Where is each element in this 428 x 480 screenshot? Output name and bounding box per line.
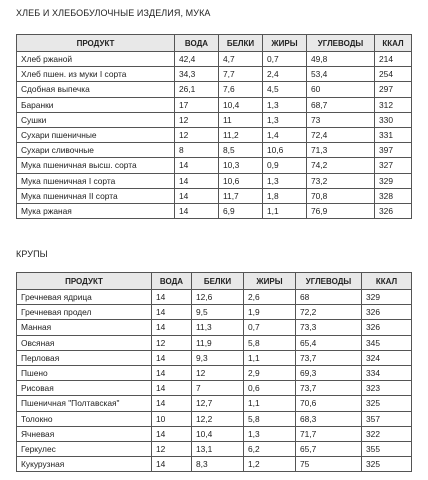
cell-fat: 1,4 xyxy=(263,127,307,142)
table-row xyxy=(17,305,412,320)
cell-fat: 2,9 xyxy=(244,365,296,380)
cell-product: Сухари пшеничные xyxy=(17,127,175,142)
cell-protein: 11 xyxy=(219,112,263,127)
section-cereals-title: КРУПЫ xyxy=(16,249,48,259)
table-row xyxy=(17,82,412,97)
cell-fat: 1,3 xyxy=(244,426,296,441)
cell-water: 12 xyxy=(175,112,219,127)
cell-carbs: 49,8 xyxy=(307,52,375,67)
cell-fat: 1,1 xyxy=(263,203,307,218)
cell-product: Баранки xyxy=(17,97,175,112)
cell-product: Сухари сливочные xyxy=(17,143,175,158)
cell-kcal: 334 xyxy=(362,365,412,380)
cell-carbs: 73,3 xyxy=(296,320,362,335)
cell-carbs: 68 xyxy=(296,290,362,305)
cell-fat: 10,6 xyxy=(263,143,307,158)
column-header-carbs: УГЛЕВОДЫ xyxy=(296,273,362,290)
cell-product: Сдобная выпечка xyxy=(17,82,175,97)
cell-protein: 9,5 xyxy=(192,305,244,320)
table-row xyxy=(17,381,412,396)
cell-kcal: 323 xyxy=(362,381,412,396)
cell-kcal: 345 xyxy=(362,335,412,350)
table-row xyxy=(17,290,412,305)
cell-protein: 12,2 xyxy=(192,411,244,426)
column-header-kcal: ККАЛ xyxy=(375,35,412,52)
column-header-water: ВОДА xyxy=(175,35,219,52)
cell-carbs: 72,4 xyxy=(307,127,375,142)
cell-product: Хлеб пшен. из муки I сорта xyxy=(17,67,175,82)
cell-water: 42,4 xyxy=(175,52,219,67)
cell-product: Пшено xyxy=(17,365,152,380)
section-bread-title: ХЛЕБ И ХЛЕБОБУЛОЧНЫЕ ИЗДЕЛИЯ, МУКА xyxy=(16,8,211,18)
column-header-product: ПРОДУКТ xyxy=(17,273,152,290)
cell-protein: 8,3 xyxy=(192,457,244,472)
cell-carbs: 68,7 xyxy=(307,97,375,112)
cell-kcal: 322 xyxy=(362,426,412,441)
cell-water: 14 xyxy=(152,426,192,441)
cell-product: Мука пшеничная II сорта xyxy=(17,188,175,203)
table-body xyxy=(17,52,412,219)
cell-product: Манная xyxy=(17,320,152,335)
cell-water: 14 xyxy=(152,381,192,396)
table-header-row xyxy=(17,273,412,290)
table-row xyxy=(17,203,412,218)
table-row xyxy=(17,457,412,472)
cell-water: 14 xyxy=(152,320,192,335)
table-row xyxy=(17,173,412,188)
cell-fat: 6,2 xyxy=(244,441,296,456)
cell-kcal: 326 xyxy=(362,305,412,320)
cell-protein: 11,3 xyxy=(192,320,244,335)
cell-kcal: 327 xyxy=(375,158,412,173)
table-row xyxy=(17,97,412,112)
cell-product: Гречневая ядрица xyxy=(17,290,152,305)
table-row xyxy=(17,350,412,365)
cell-water: 14 xyxy=(152,457,192,472)
cell-protein: 10,3 xyxy=(219,158,263,173)
cell-protein: 7,7 xyxy=(219,67,263,82)
cell-water: 14 xyxy=(152,290,192,305)
cell-protein: 6,9 xyxy=(219,203,263,218)
cell-water: 14 xyxy=(175,158,219,173)
bread-nutrition-table xyxy=(16,34,412,219)
cell-kcal: 326 xyxy=(375,203,412,218)
table-row xyxy=(17,127,412,142)
cell-water: 34,3 xyxy=(175,67,219,82)
cell-fat: 5,8 xyxy=(244,335,296,350)
cell-carbs: 73,7 xyxy=(296,350,362,365)
cell-water: 12 xyxy=(152,441,192,456)
table-row xyxy=(17,188,412,203)
cell-carbs: 73,7 xyxy=(296,381,362,396)
table-body xyxy=(17,290,412,472)
cell-kcal: 330 xyxy=(375,112,412,127)
cell-water: 8 xyxy=(175,143,219,158)
table-row xyxy=(17,441,412,456)
column-header-product: ПРОДУКТ xyxy=(17,35,175,52)
table-header-row xyxy=(17,35,412,52)
cell-carbs: 73,2 xyxy=(307,173,375,188)
cell-protein: 13,1 xyxy=(192,441,244,456)
cell-kcal: 254 xyxy=(375,67,412,82)
cell-product: Гречневая продел xyxy=(17,305,152,320)
cell-water: 14 xyxy=(175,188,219,203)
cell-water: 14 xyxy=(152,365,192,380)
table-row xyxy=(17,67,412,82)
cell-fat: 0,9 xyxy=(263,158,307,173)
cell-fat: 2,4 xyxy=(263,67,307,82)
table-row xyxy=(17,411,412,426)
cell-fat: 1,9 xyxy=(244,305,296,320)
cell-water: 14 xyxy=(175,173,219,188)
cell-kcal: 325 xyxy=(362,396,412,411)
cell-carbs: 70,6 xyxy=(296,396,362,411)
cell-product: Толокно xyxy=(17,411,152,426)
cell-kcal: 357 xyxy=(362,411,412,426)
cell-fat: 5,8 xyxy=(244,411,296,426)
cell-carbs: 71,7 xyxy=(296,426,362,441)
cell-carbs: 75 xyxy=(296,457,362,472)
column-header-fat: ЖИРЫ xyxy=(244,273,296,290)
table-row xyxy=(17,158,412,173)
cell-product: Сушки xyxy=(17,112,175,127)
cell-kcal: 397 xyxy=(375,143,412,158)
table-row xyxy=(17,52,412,67)
cell-water: 14 xyxy=(152,396,192,411)
cell-fat: 1,8 xyxy=(263,188,307,203)
cell-protein: 7 xyxy=(192,381,244,396)
cell-protein: 4,7 xyxy=(219,52,263,67)
table-row xyxy=(17,335,412,350)
cell-kcal: 328 xyxy=(375,188,412,203)
cell-fat: 1,2 xyxy=(244,457,296,472)
cell-fat: 1,3 xyxy=(263,173,307,188)
cell-carbs: 72,2 xyxy=(296,305,362,320)
cell-protein: 7,6 xyxy=(219,82,263,97)
cell-product: Рисовая xyxy=(17,381,152,396)
cell-protein: 12,6 xyxy=(192,290,244,305)
column-header-water: ВОДА xyxy=(152,273,192,290)
cell-product: Мука ржаная xyxy=(17,203,175,218)
cell-fat: 0,7 xyxy=(244,320,296,335)
cell-water: 17 xyxy=(175,97,219,112)
cell-kcal: 329 xyxy=(362,290,412,305)
cell-product: Геркулес xyxy=(17,441,152,456)
cell-water: 12 xyxy=(152,335,192,350)
table-row xyxy=(17,396,412,411)
cell-product: Мука пшеничная высш. сорта xyxy=(17,158,175,173)
cell-protein: 10,6 xyxy=(219,173,263,188)
cell-carbs: 76,9 xyxy=(307,203,375,218)
cell-water: 14 xyxy=(152,305,192,320)
cell-carbs: 53,4 xyxy=(307,67,375,82)
cell-kcal: 326 xyxy=(362,320,412,335)
cell-kcal: 312 xyxy=(375,97,412,112)
cell-fat: 0,7 xyxy=(263,52,307,67)
cell-protein: 12 xyxy=(192,365,244,380)
cell-carbs: 69,3 xyxy=(296,365,362,380)
cell-kcal: 325 xyxy=(362,457,412,472)
cell-water: 26,1 xyxy=(175,82,219,97)
cell-product: Хлеб ржаной xyxy=(17,52,175,67)
cell-kcal: 297 xyxy=(375,82,412,97)
cell-kcal: 324 xyxy=(362,350,412,365)
cell-protein: 9,3 xyxy=(192,350,244,365)
column-header-protein: БЕЛКИ xyxy=(219,35,263,52)
cell-carbs: 73 xyxy=(307,112,375,127)
column-header-protein: БЕЛКИ xyxy=(192,273,244,290)
cell-fat: 1,1 xyxy=(244,396,296,411)
cell-fat: 1,3 xyxy=(263,112,307,127)
table-row xyxy=(17,426,412,441)
cell-protein: 10,4 xyxy=(192,426,244,441)
cell-carbs: 74,2 xyxy=(307,158,375,173)
cell-kcal: 355 xyxy=(362,441,412,456)
cell-product: Перловая xyxy=(17,350,152,365)
cell-protein: 11,7 xyxy=(219,188,263,203)
cell-product: Кукурузная xyxy=(17,457,152,472)
table-row xyxy=(17,365,412,380)
column-header-carbs: УГЛЕВОДЫ xyxy=(307,35,375,52)
cell-fat: 1,3 xyxy=(263,97,307,112)
cell-water: 14 xyxy=(152,350,192,365)
cell-fat: 4,5 xyxy=(263,82,307,97)
cell-carbs: 65,4 xyxy=(296,335,362,350)
cell-product: Мука пшеничная I сорта xyxy=(17,173,175,188)
cell-protein: 11,2 xyxy=(219,127,263,142)
cell-carbs: 60 xyxy=(307,82,375,97)
cell-carbs: 70,8 xyxy=(307,188,375,203)
table-row xyxy=(17,143,412,158)
cell-water: 12 xyxy=(175,127,219,142)
table-row xyxy=(17,112,412,127)
cell-protein: 10,4 xyxy=(219,97,263,112)
cell-carbs: 68,3 xyxy=(296,411,362,426)
column-header-kcal: ККАЛ xyxy=(362,273,412,290)
cell-protein: 12,7 xyxy=(192,396,244,411)
cell-product: Ячневая xyxy=(17,426,152,441)
cell-product: Овсяная xyxy=(17,335,152,350)
column-header-fat: ЖИРЫ xyxy=(263,35,307,52)
cell-carbs: 71,3 xyxy=(307,143,375,158)
cell-protein: 8,5 xyxy=(219,143,263,158)
cell-kcal: 329 xyxy=(375,173,412,188)
cell-water: 14 xyxy=(175,203,219,218)
cell-kcal: 331 xyxy=(375,127,412,142)
cell-product: Пшеничная "Полтавская" xyxy=(17,396,152,411)
cereals-nutrition-table xyxy=(16,272,412,472)
cell-fat: 1,1 xyxy=(244,350,296,365)
cell-water: 10 xyxy=(152,411,192,426)
cell-protein: 11,9 xyxy=(192,335,244,350)
cell-carbs: 65,7 xyxy=(296,441,362,456)
cell-kcal: 214 xyxy=(375,52,412,67)
cell-fat: 2,6 xyxy=(244,290,296,305)
table-row xyxy=(17,320,412,335)
cell-fat: 0,6 xyxy=(244,381,296,396)
